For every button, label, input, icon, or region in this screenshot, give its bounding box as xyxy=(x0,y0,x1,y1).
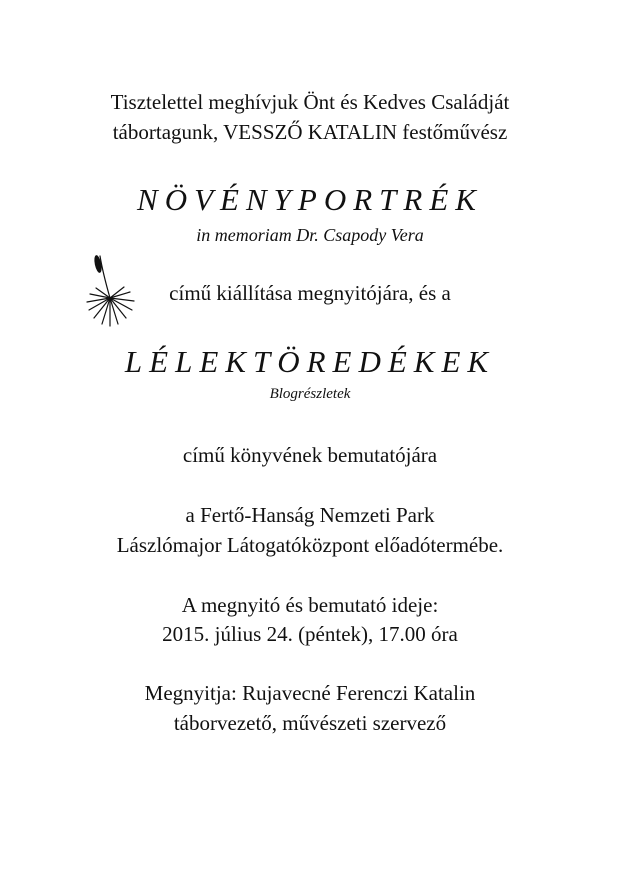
book-presentation-text: című könyvének bemutatójára xyxy=(182,443,438,467)
time-value: 2015. július 24. (péntek), 17.00 óra xyxy=(162,622,458,646)
intro-line-2: tábortagunk, VESSZŐ KATALIN festőművész xyxy=(112,120,508,144)
exhibition-subtitle: in memoriam Dr. Csapody Vera xyxy=(196,225,424,245)
book-subtitle: Blogrészletek xyxy=(269,386,351,402)
book-title: LÉLEKTÖREDÉKEK xyxy=(124,344,496,379)
venue-line-1: a Fertő-Hanság Nemzeti Park xyxy=(185,503,435,527)
exhibition-opening-text: című kiállítása megnyitójára, és a xyxy=(169,281,451,305)
exhibition-title: NÖVÉNYPORTRÉK xyxy=(137,182,483,217)
intro-line-1: Tisztelettel meghívjuk Önt és Kedves Családját xyxy=(110,90,510,114)
time-label: A megnyitó és bemutató ideje: xyxy=(181,593,439,617)
opener-line-2: táborvezető, művészeti szervező xyxy=(173,711,447,735)
venue-line-2: Lászlómajor Látogatóközpont előadótermébe. xyxy=(116,533,504,557)
opener-line-1: Megnyitja: Rujavecné Ferenczi Katalin xyxy=(144,681,476,705)
